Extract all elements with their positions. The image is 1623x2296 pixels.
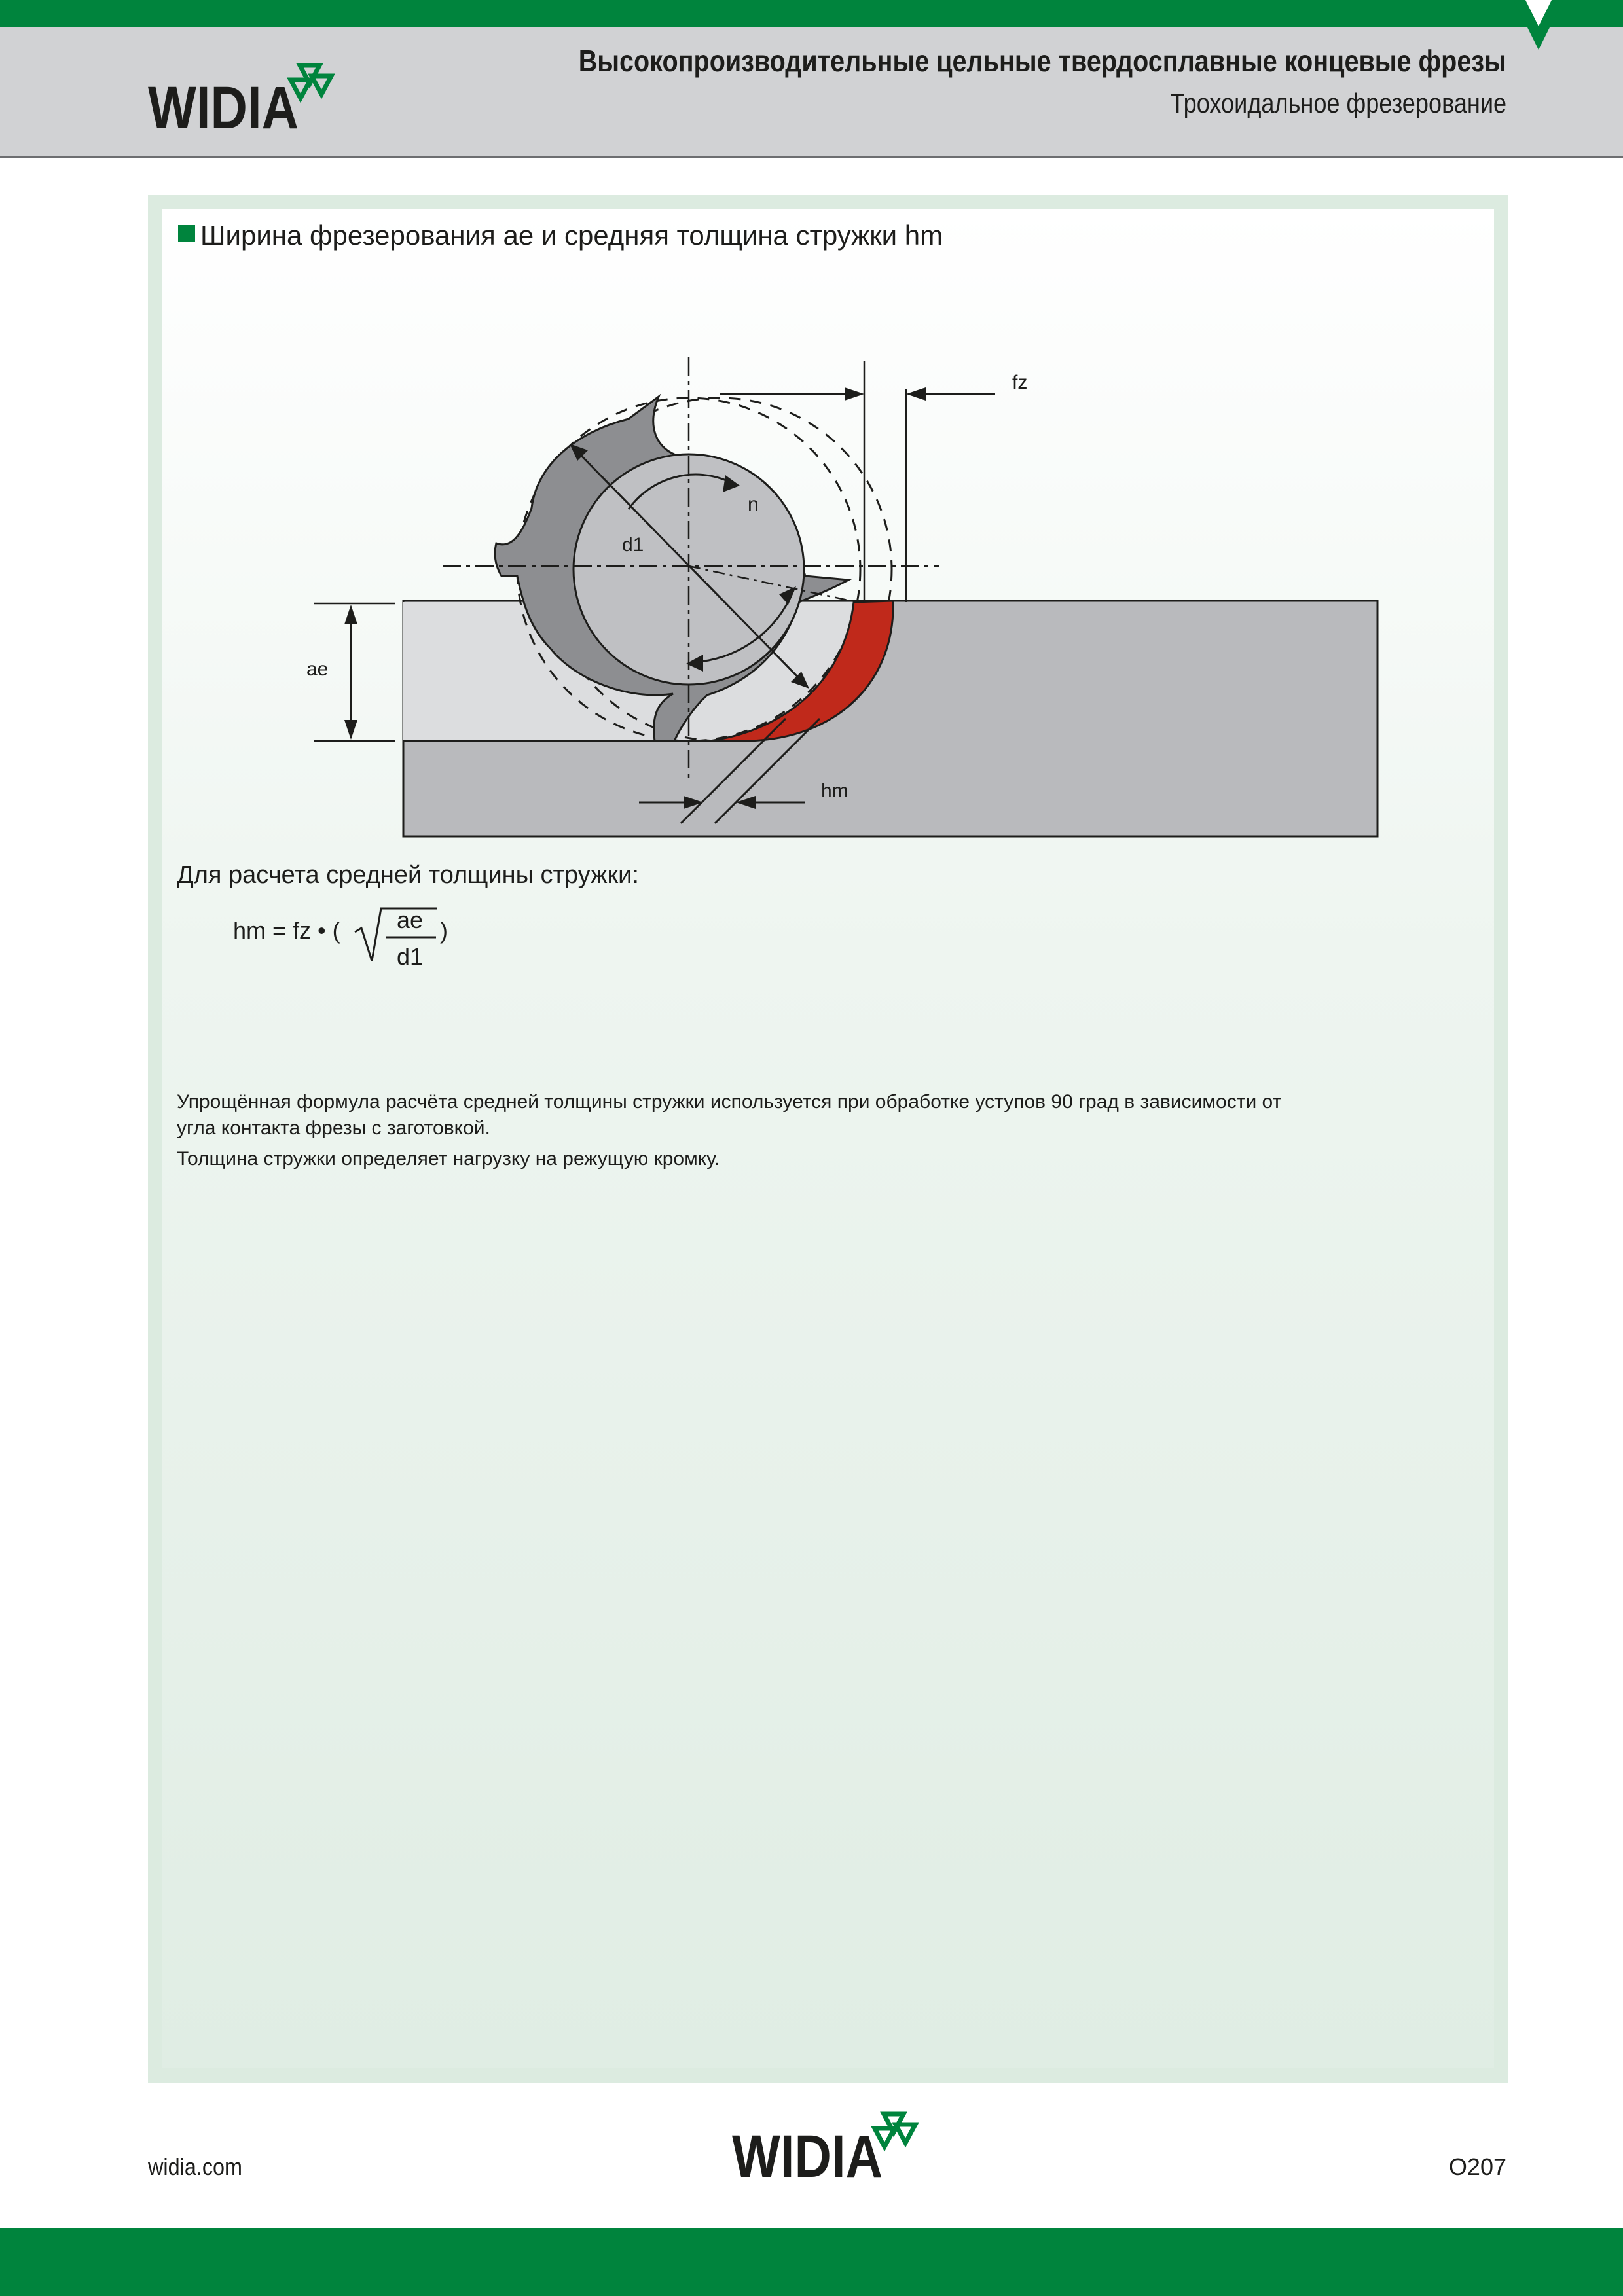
widia-logo [148,60,344,139]
footer-logo-text: WIDIA [732,2123,883,2187]
ae-arrow-bottom-icon [344,720,357,740]
page-number: O207 [1448,2153,1506,2180]
milling-diagram [288,340,1401,838]
note-chip-load: Толщина стружки определяет нагрузку на режущую кромку. [177,1148,720,1170]
footer-url[interactable]: widia.com [148,2153,243,2180]
formula-numerator: ae [397,906,424,933]
corner-triangle-icon [1506,0,1571,52]
fz-arrow-left-icon [906,387,926,401]
logo-text: WIDIA [148,75,299,139]
footer-logo-triangles-icon [875,2114,915,2147]
section-heading: Ширина фрезерования ae и средняя толщина стружки hm [200,220,943,251]
page-subtitle: Трохоидальное фрезерование [1170,88,1506,118]
fz-arrow-right-icon [845,387,864,401]
formula-denominator: d1 [397,943,424,970]
sqrt-sign-icon [355,908,437,961]
d1-label: d1 [622,534,644,556]
n-label: n [748,493,759,515]
widia-logo-footer [732,2109,928,2187]
formula-close: ) [440,917,448,944]
formula-intro: Для расчета средней толщины стружки: [177,861,639,889]
hm-formula [233,905,469,983]
bottom-green-band [0,2228,1623,2296]
note-formula-usage: Упрощённая формула расчёта средней толщины стружки используется при обработке уступов 90 град в зависимости от угла контакта фрезы с заготовкой. [177,1091,1282,1139]
top-green-band [0,0,1623,27]
fz-label: fz [1012,372,1028,393]
ae-arrow-top-icon [344,605,357,624]
page-title: Высокопроизводительные цельные твердосплавные концевые фрезы [578,44,1506,78]
logo-triangles-icon [291,65,331,98]
hm-label: hm [821,780,848,802]
formula-lhs: hm = fz • ( [233,917,340,944]
section-bullet-icon [178,225,195,242]
ae-label: ae [306,658,329,680]
